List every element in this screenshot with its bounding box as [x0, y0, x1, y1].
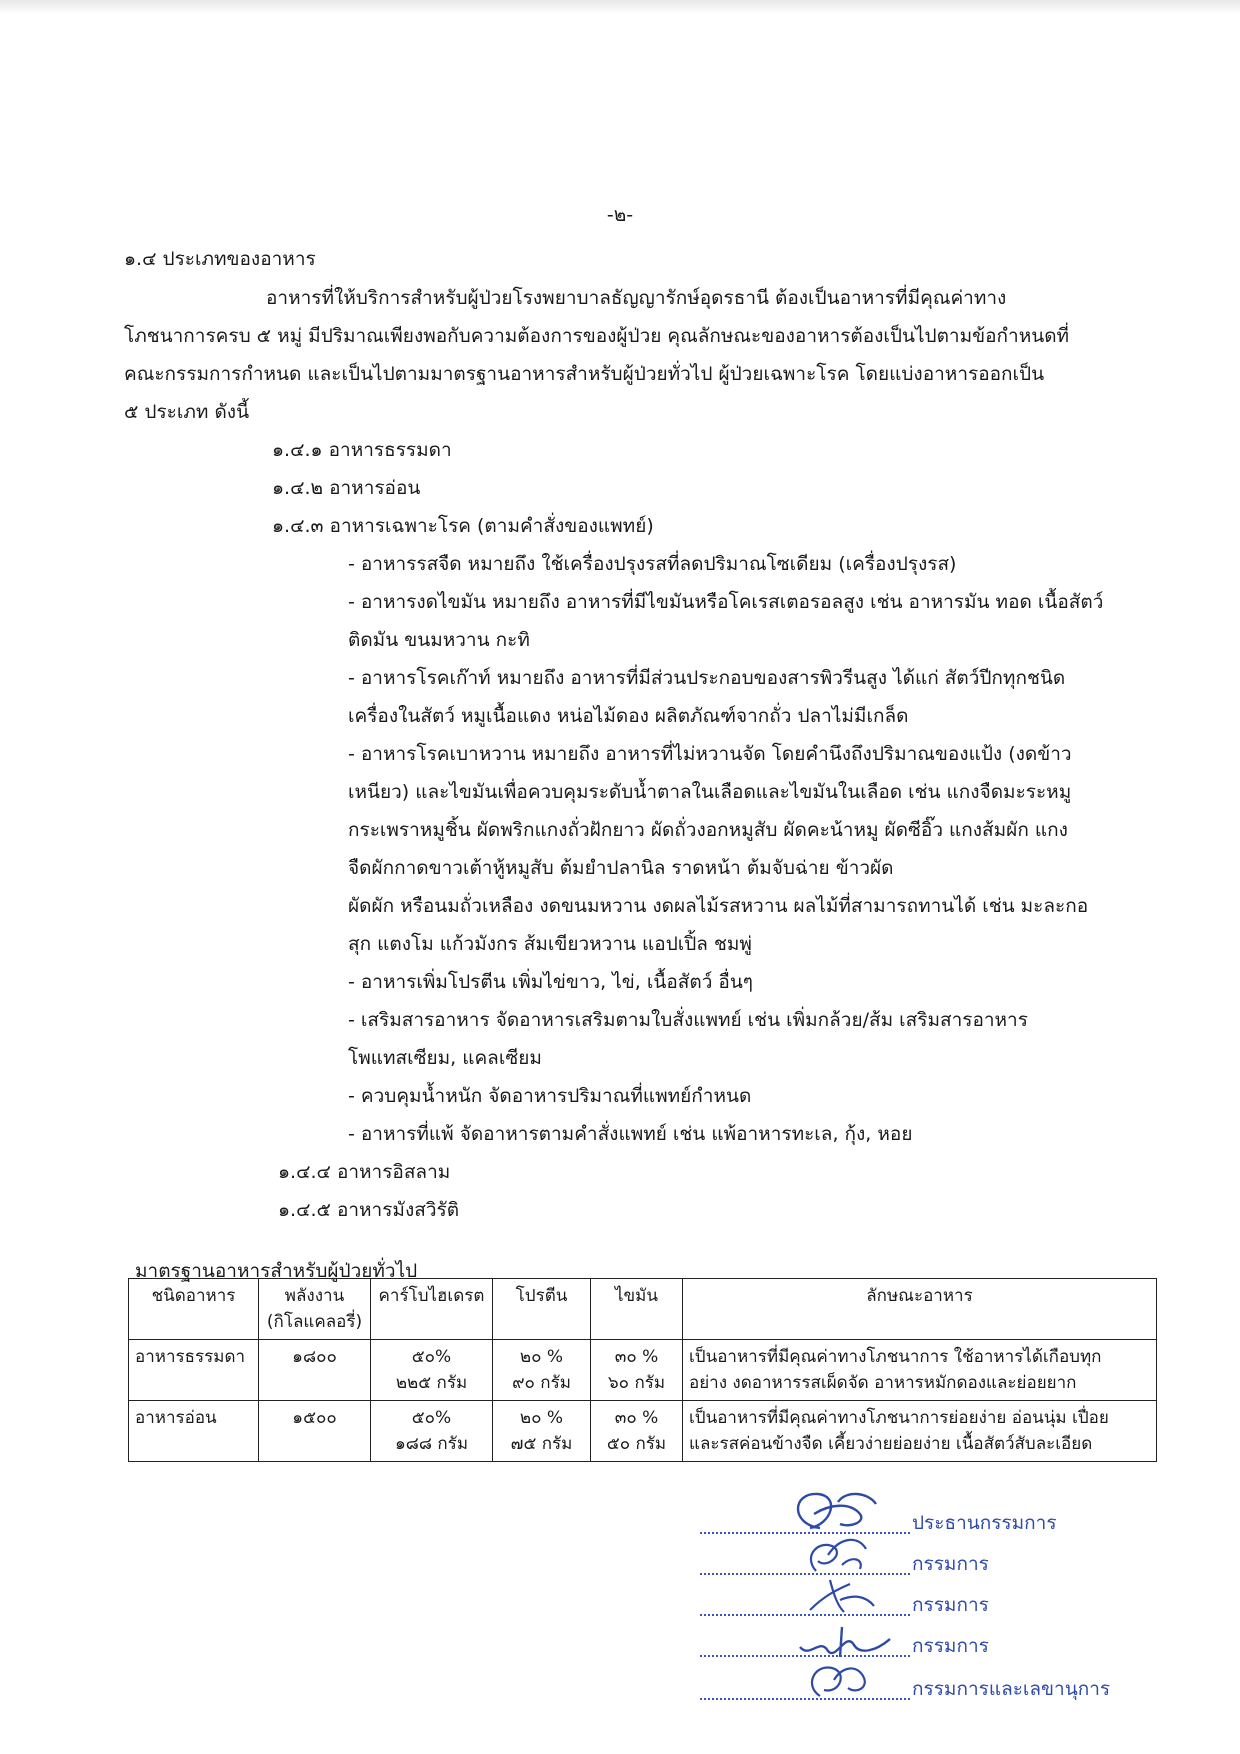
header-description: ลักษณะอาหาร — [683, 1279, 1157, 1340]
signature-line-member — [700, 1588, 1120, 1622]
cell-fat — [591, 1401, 683, 1462]
intro-line: อาหารที่ให้บริการสำหรับผู้ป่วยโรงพยาบาลธัญญารักษ์อุดรธานี ต้องเป็นอาหารที่มีคุณค่าทาง — [266, 287, 1007, 309]
handwritten-signature — [780, 1650, 900, 1710]
special-diet-line: ติดมัน ขนมหวาน กะทิ — [348, 629, 530, 651]
cell-protein — [493, 1401, 591, 1462]
scan-edge — [0, 0, 1240, 14]
description-line: เป็นอาหารที่มีคุณค่าทางโภชนาการย่อยง่าย อ่อนนุ่ม เปื่อย — [689, 1408, 1109, 1428]
special-diet-line: - อาหารโรคเก๊าท์ หมายถึง อาหารที่มีส่วนประกอบของสารพิวรีนสูง ได้แก่ สัตว์ปีกทุกชนิด — [348, 667, 1066, 689]
signature-role: กรรมการ — [912, 1635, 989, 1657]
fat-percent: ๓๐ % — [614, 1408, 659, 1428]
header-protein: โปรตีน — [493, 1279, 591, 1340]
cell-carbohydrate — [371, 1340, 493, 1401]
header-food-type: ชนิดอาหาร — [129, 1279, 259, 1340]
header-energy — [259, 1279, 371, 1340]
special-diet-line: กระเพราหมูชิ้น ผัดพริกแกงถั่วฝักยาว ผัดถั่วงอกหมูสับ ผัดคะน้าหมู ผัดซีอิ๊ว แกงส้มผัก แกง — [348, 819, 1068, 841]
carb-percent: ๕๐% — [411, 1347, 452, 1367]
special-diet-line: - อาหารโรคเบาหวาน หมายถึง อาหารที่ไม่หวานจัด โดยคำนึงถึงปริมาณของแป้ง (งดข้าว — [348, 743, 1072, 765]
fat-grams: ๖๐ กรัม — [607, 1373, 666, 1393]
cell-energy: ๑๕๐๐ — [259, 1401, 371, 1462]
food-type-item: ๑.๔.๓ อาหารเฉพาะโรค (ตามคำสั่งของแพทย์) — [272, 515, 654, 537]
special-diet-line: - เสริมสารอาหาร จัดอาหารเสริมตามใบสั่งแพทย์ เช่น เพิ่มกล้วย/ส้ม เสริมสารอาหาร — [348, 1009, 1028, 1031]
cell-carbohydrate — [371, 1401, 493, 1462]
description-line: เป็นอาหารที่มีคุณค่าทางโภชนาการ ใช้อาหารได้เกือบทุก — [689, 1347, 1102, 1367]
description-line: และรสค่อนข้างจืด เคี้ยวง่ายย่อยง่าย เนื้อสัตว์สับละเอียด — [689, 1434, 1093, 1454]
header-energy-unit: (กิโลแคลอรี่) — [266, 1312, 363, 1332]
signature-line-secretary — [700, 1672, 1120, 1706]
food-type-item: ๑.๔.๔ อาหารอิสลาม — [278, 1161, 451, 1183]
page-number: -๒- — [606, 204, 634, 226]
fat-percent: ๓๐ % — [614, 1347, 659, 1367]
special-diet-line: - ควบคุมน้ำหนัก จัดอาหารปริมาณที่แพทย์กำหนด — [348, 1085, 752, 1107]
food-type-item: ๑.๔.๒ อาหารอ่อน — [272, 477, 421, 499]
intro-line: โภชนาการครบ ๕ หมู่ มีปริมาณเพียงพอกับความต้องการของผู้ป่วย คุณลักษณะของอาหารต้องเป็นไปตามข้อกำหนดที่ — [124, 325, 1070, 347]
special-diet-line: ผัดผัก หรือนมถั่วเหลือง งดขนมหวาน งดผลไม้รสหวาน ผลไม้ที่สามารถทานได้ เช่น มะละกอ — [348, 895, 1089, 917]
cell-food-type: อาหารอ่อน — [129, 1401, 259, 1462]
signature-dotted-line — [700, 1698, 910, 1700]
signature-role: กรรมการและเลขานุการ — [912, 1678, 1111, 1700]
protein-percent: ๒๐ % — [519, 1408, 564, 1428]
cell-fat — [591, 1340, 683, 1401]
table-header-row — [129, 1279, 1157, 1340]
table-row — [129, 1340, 1157, 1401]
carb-grams: ๒๒๕ กรัม — [395, 1373, 468, 1393]
special-diet-line: จืดผักกาดขาวเต้าหู้หมูสับ ต้มยำปลานิล ราดหน้า ต้มจับฉ่าย ข้าวผัด — [348, 857, 894, 879]
signature-line-member — [700, 1629, 1120, 1663]
fat-grams: ๕๐ กรัม — [606, 1434, 667, 1454]
special-diet-line: โพแทสเซียม, แคลเซียม — [348, 1047, 542, 1069]
cell-food-type: อาหารธรรมดา — [129, 1340, 259, 1401]
special-diet-line: สุก แตงโม แก้วมังกร ส้มเขียวหวาน แอปเปิ้ล ชมพู่ — [348, 933, 752, 955]
cell-energy: ๑๘๐๐ — [259, 1340, 371, 1401]
food-type-item: ๑.๔.๕ อาหารมังสวิรัติ — [278, 1199, 460, 1221]
description-line: อย่าง งดอาหารรสเผ็ดจัด อาหารหมักดองและย่อยยาก — [689, 1373, 1077, 1393]
header-energy-label: พลังงาน — [284, 1286, 345, 1306]
table-title: มาตรฐานอาหารสำหรับผู้ป่วยทั่วไป — [135, 1260, 418, 1282]
food-standards-table — [128, 1278, 1157, 1462]
carb-grams: ๑๘๘ กรัม — [394, 1434, 469, 1454]
food-type-item: ๑.๔.๑ อาหารธรรมดา — [272, 439, 452, 461]
cell-protein — [493, 1340, 591, 1401]
cell-description — [683, 1401, 1157, 1462]
protein-grams: ๙๐ กรัม — [512, 1373, 571, 1393]
special-diet-line: เหนียว) และไขมันเพื่อควบคุมระดับน้ำตาลในเลือดและไขมันในเลือด เช่น แกงจืดมะระหมู — [348, 781, 1072, 803]
special-diet-line: - อาหารรสจืด หมายถึง ใช้เครื่องปรุงรสที่ลดปริมาณโซเดียม (เครื่องปรุงรส) — [348, 553, 957, 575]
special-diet-line: - อาหารงดไขมัน หมายถึง อาหารที่มีไขมันหรือโคเรสเตอรอลสูง เช่น อาหารมัน ทอด เนื้อสัตว์ — [348, 591, 1104, 613]
carb-percent: ๕๐% — [411, 1408, 452, 1428]
cell-description — [683, 1340, 1157, 1401]
section-heading: ๑.๔ ประเภทของอาหาร — [124, 248, 316, 270]
protein-percent: ๒๐ % — [519, 1347, 564, 1367]
intro-line: คณะกรรมการกำหนด และเป็นไปตามมาตรฐานอาหารสำหรับผู้ป่วยทั่วไป ผู้ป่วยเฉพาะโรค โดยแบ่งอาหารออกเป็น — [124, 363, 1045, 385]
protein-grams: ๗๕ กรัม — [510, 1434, 573, 1454]
signature-role: กรรมการ — [912, 1553, 989, 1575]
special-diet-line: - อาหารเพิ่มโปรตีน เพิ่มไข่ขาว, ไข่, เนื้อสัตว์ อื่นๆ — [348, 971, 754, 993]
intro-line: ๕ ประเภท ดังนี้ — [124, 401, 250, 423]
signature-line-member — [700, 1547, 1120, 1581]
special-diet-line: - อาหารที่แพ้ จัดอาหารตามคำสั่งแพทย์ เช่น แพ้อาหารทะเล, กุ้ง, หอย — [348, 1123, 913, 1145]
header-carbohydrate: คาร์โบไฮเดรต — [371, 1279, 493, 1340]
signature-line-chairman — [700, 1506, 1120, 1540]
table-row — [129, 1401, 1157, 1462]
header-fat: ไขมัน — [591, 1279, 683, 1340]
signature-role: กรรมการ — [912, 1594, 989, 1616]
special-diet-line: เครื่องในสัตว์ หมูเนื้อแดง หน่อไม้ดอง ผลิตภัณฑ์จากถั่ว ปลาไม่มีเกล็ด — [348, 705, 909, 727]
signature-role: ประธานกรรมการ — [912, 1512, 1057, 1534]
